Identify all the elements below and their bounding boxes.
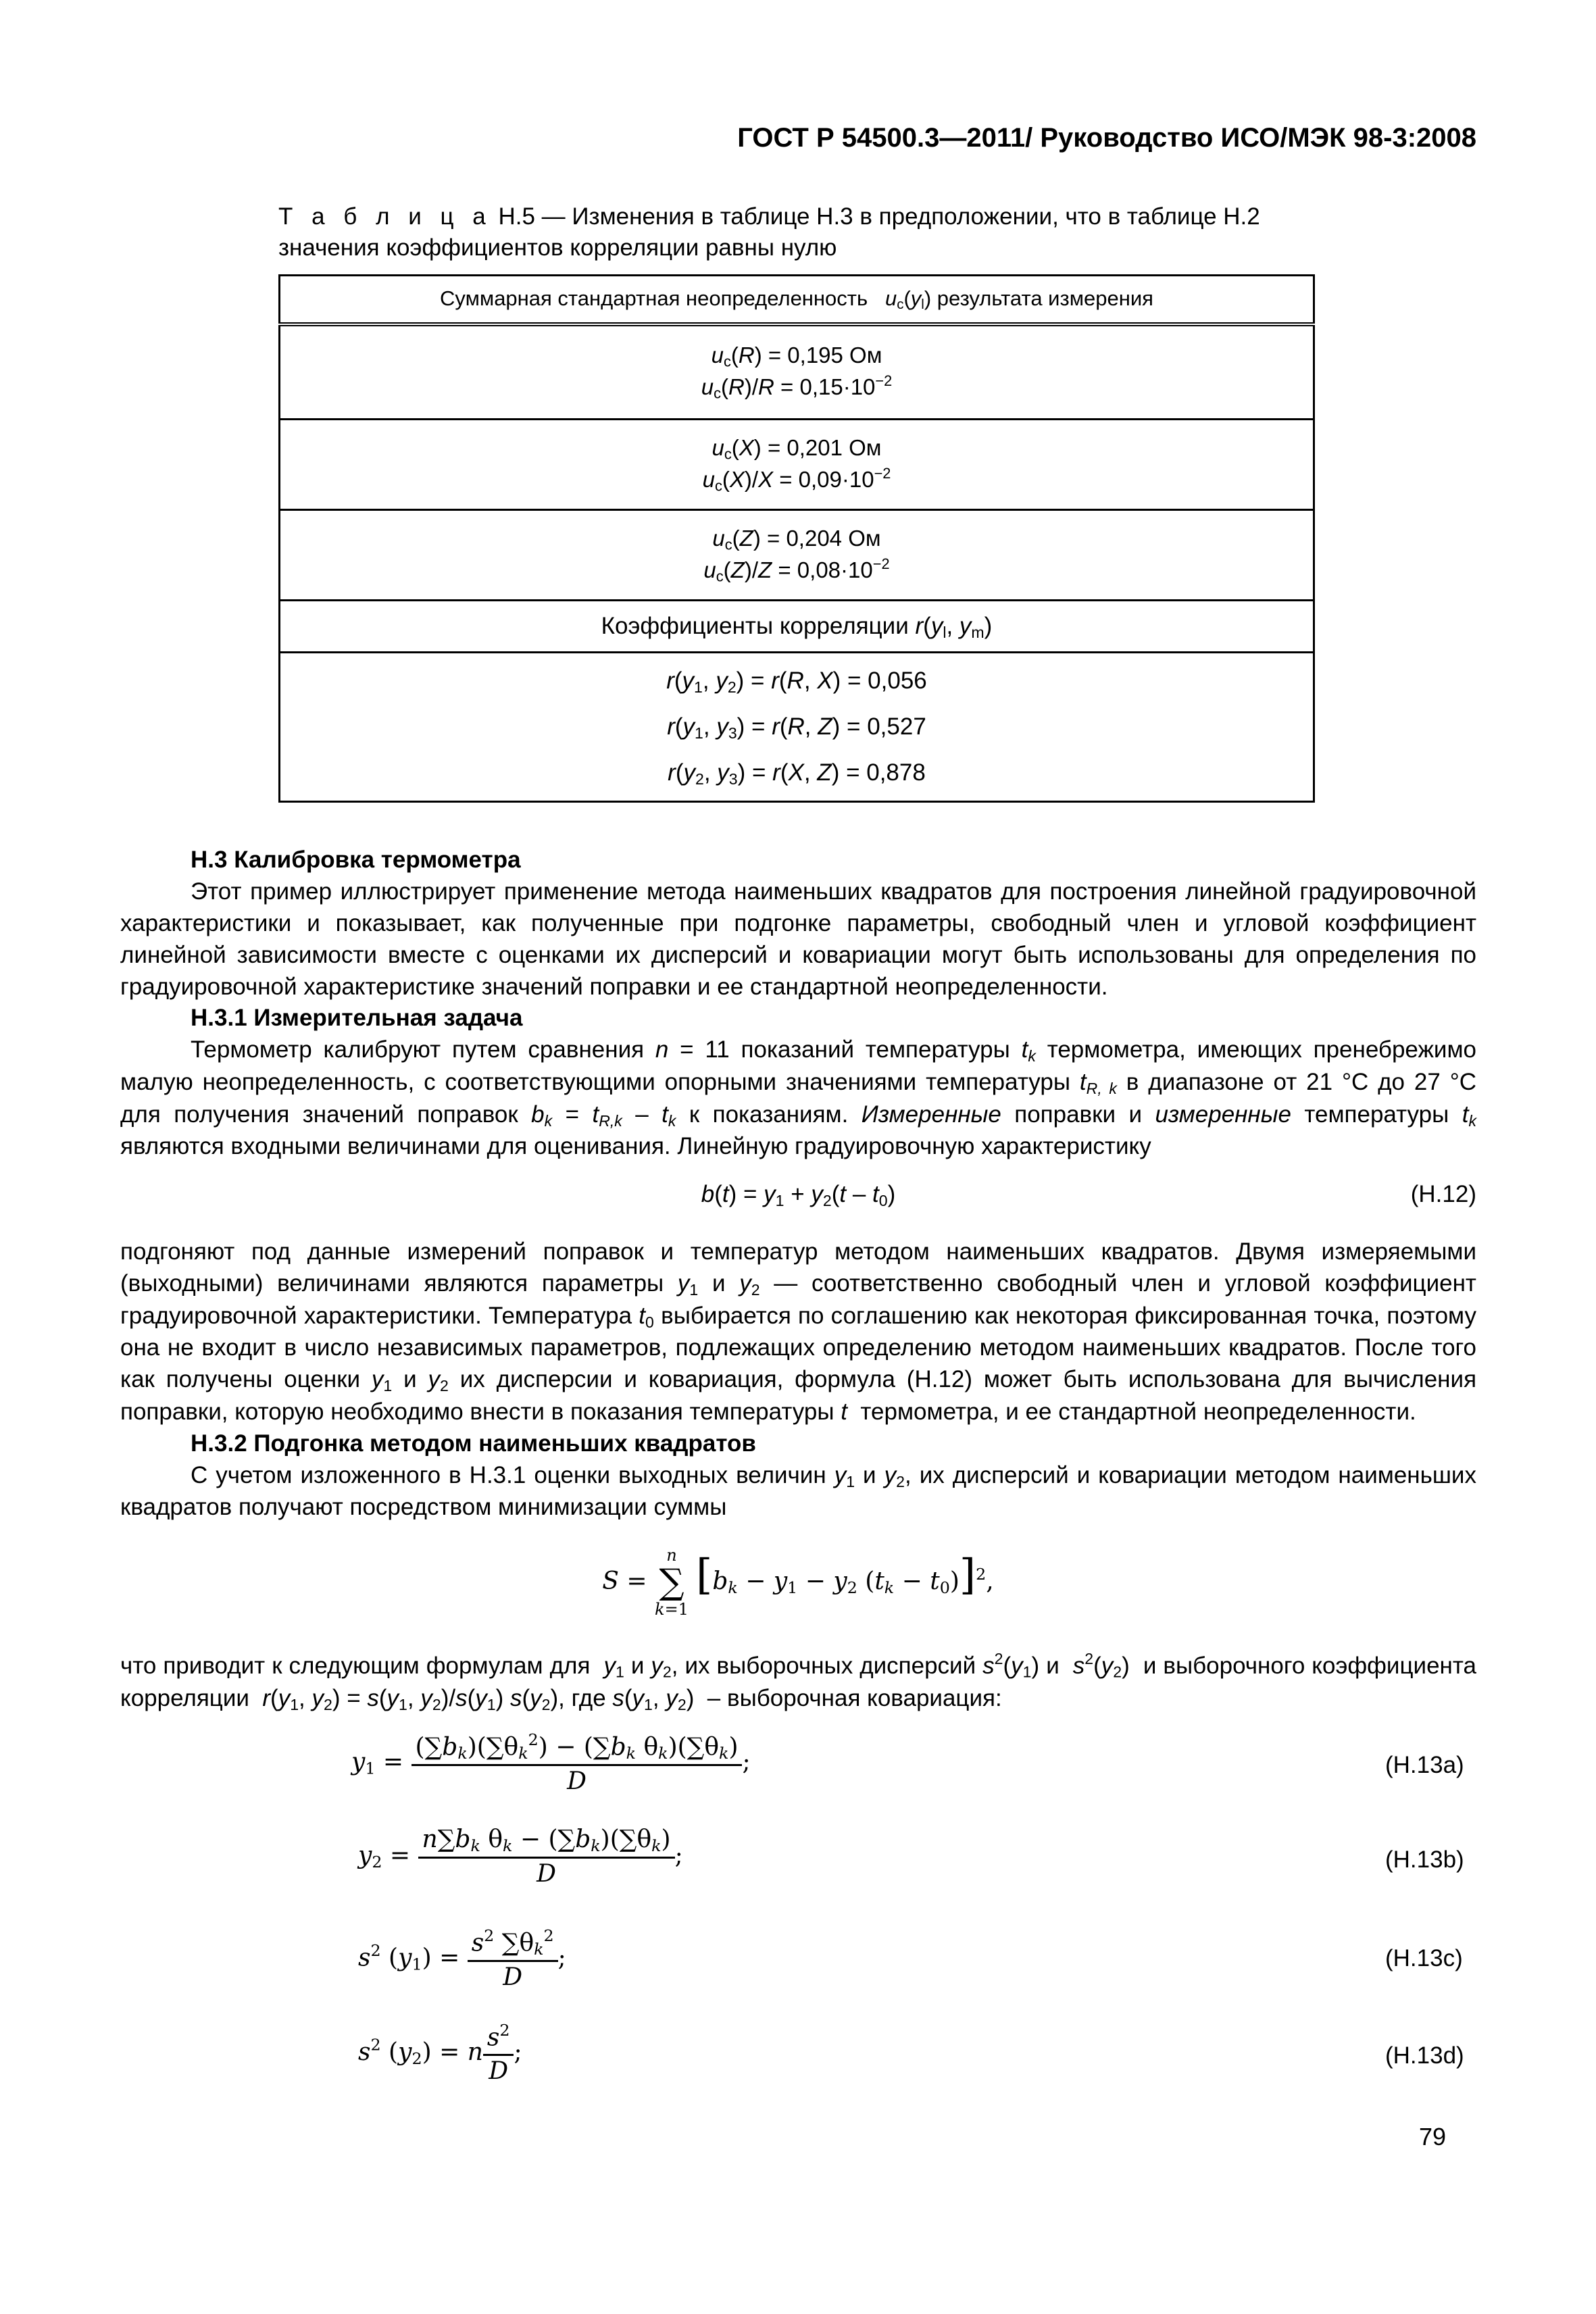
table-cell-r: $u_c(R) = 0,195$ Ом $u_c(R)/R = 0,15\cdot 10^{-2}$ (280, 324, 1314, 420)
equation-h13b: $y_2$ = $\frac{n\sum b_k \theta_k - (\sum b_k)(\sum\theta_k)}{D}$ ; (358, 1826, 683, 1888)
equation-h13d: $s^2$ $(y_2) = n$ $\frac{s^2}{D}$ ; (358, 2021, 522, 2086)
table-caption-text: Н.5 — Изменения в таблице Н.3 в предположении, что в таблице Н.2 значения коэффициентов корреляции равны нулю (278, 203, 1260, 261)
table-corr-values: $r(y_1$, $y_2) = r(R$, X) = 0,056 $r(y_1$, $y_3) = r(R$, Z) = 0,527 $r(y_2$, $y_3) = r(X$, Z) = 0,878 (280, 653, 1314, 802)
section-h32-title: Н.3.2 Подгонка методом наименьших квадратов (191, 1430, 756, 1457)
section-h3 (120, 845, 1476, 1163)
section-h3-paragraph: Этот пример иллюстрирует применение метода наименьших квадратов для построения линейной градуировочной характеристики и показывает, как полученные при подгонке параметры, свободный член и угловой коэффициент линейной зависимости вместе с оценками их дисперсий и ковариации могут быть использованы для определения по градуировочной характеристике значений поправки и ее стандартной неопределенности. (120, 878, 1476, 1000)
table-cell-x: $u_c(X) = 0,201$ Ом $u_c(X)/X = 0,09\cdot 10^{-2}$ (280, 420, 1314, 510)
section-h31-paragraph-2: подгоняют под данные измерений поправок и температур методом наименьших квадратов. Двумя измеряемыми (выходными) величинами являются параметры $y_1$ и $y_2$ — соответственно свободный член и угловой коэффициент градуировочной характеристики. Температура $t_0$ выбирается по соглашению как некоторая фиксированная точка, поэтому она не входит в число независимых параметров, подлежащих определению методом наименьших квадратов. После того как получены оценки $y_1$ и $y_2$ их дисперсии и ковариация, формула (Н.12) может быть использована для вычисления поправки, которую необходимо внести в показания температуры t термометра, и ее стандартной неопределенности. (120, 1238, 1477, 1425)
section-h32-continued (120, 1649, 1476, 1715)
equation-number-h13d: (Н.13d) (1385, 2042, 1464, 2069)
section-h31-paragraph: Термометр калибруют путем сравнения n = 11 показаний температуры $t_k$ термометра, имеющих пренебрежимо малую неопределенность, с соответствующими опорными значениями температуры $t_{R, k}$ в диапазоне от 21 °С до 27 °С для получения значений поправок $b_k = t_{R,k} - t_k$ к показаниям. Измеренные поправки и измеренные температуры $t_k$ являются входными величинами для оценивания. Линейную градуировочную характеристику (120, 1036, 1477, 1160)
section-h31-title: Н.3.1 Измерительная задача (191, 1005, 523, 1032)
section-h3-title: Н.3 Калибровка термометра (191, 847, 521, 873)
equation-h13a: $y_1$ = $\frac{(\sum b_k)(\sum\theta_k^2) - (\sum b_k \theta_k)(\sum\theta_k)}{D}$ ; (351, 1730, 751, 1796)
table-cell-z: $u_c(Z) = 0,204$ Ом $u_c(Z)/Z = 0,08\cdot 10^{-2}$ (280, 510, 1314, 601)
uncertainty-table (278, 274, 1315, 803)
section-h32-paragraph-2: что приводит к следующим формулам для $y_1$ и $y_2$, их выборочных дисперсий $s^2(y_1)$ и $s^2(y_2)$ и выборочного коэффициента корреляции $r(y_1$, $y_2) = s(y_1$, $y_2)/s(y_1)$ $s(y_2)$, где $s(y_1$, $y_2$) – выборочная ковариация: (120, 1650, 1476, 1713)
page-number: 79 (1419, 2123, 1447, 2150)
equation-number-h12: (Н.12) (1410, 1181, 1476, 1207)
section-h32-paragraph: С учетом изложенного в Н.3.1 оценки выходных величин $y_1$ и $y_2$, их дисперсий и ковариации методом наименьших квадратов получают посредством минимизации суммы (120, 1461, 1476, 1521)
equation-number-h13a: (Н.13a) (1385, 1752, 1464, 1778)
table-caption (278, 201, 1312, 263)
equation-h13c: $s^2$ $(y_1)$ = $\frac{s^2 \sum\theta_k^2}{D}$ ; (358, 1926, 566, 1992)
table-caption-label: Т а б л и ц а (278, 203, 492, 230)
equation-sum-s: S = n ∑ k=1 [$b_k - y_1 - y_2$ $(t_k - t_0)]^2$, (602, 1546, 994, 1619)
equation-number-h13b: (Н.13b) (1385, 1846, 1464, 1873)
equation-h12: $b(t) = y_1 + y_2(t - t_0)$ (Н.12) (120, 1179, 1476, 1219)
running-header: ГОСТ Р 54500.3—2011/ Руководство ИСО/МЭК 98-3:2008 (737, 123, 1476, 153)
section-h31-continued (120, 1236, 1476, 1524)
equation-number-h13c: (Н.13c) (1385, 1945, 1463, 1971)
table-corr-header: Коэффициенты корреляции $r(y_l$, $y_m$) (280, 601, 1314, 653)
table-header-cell: Суммарная стандартная неопределенность $u_c(y_l)$ результата измерения (280, 276, 1314, 325)
